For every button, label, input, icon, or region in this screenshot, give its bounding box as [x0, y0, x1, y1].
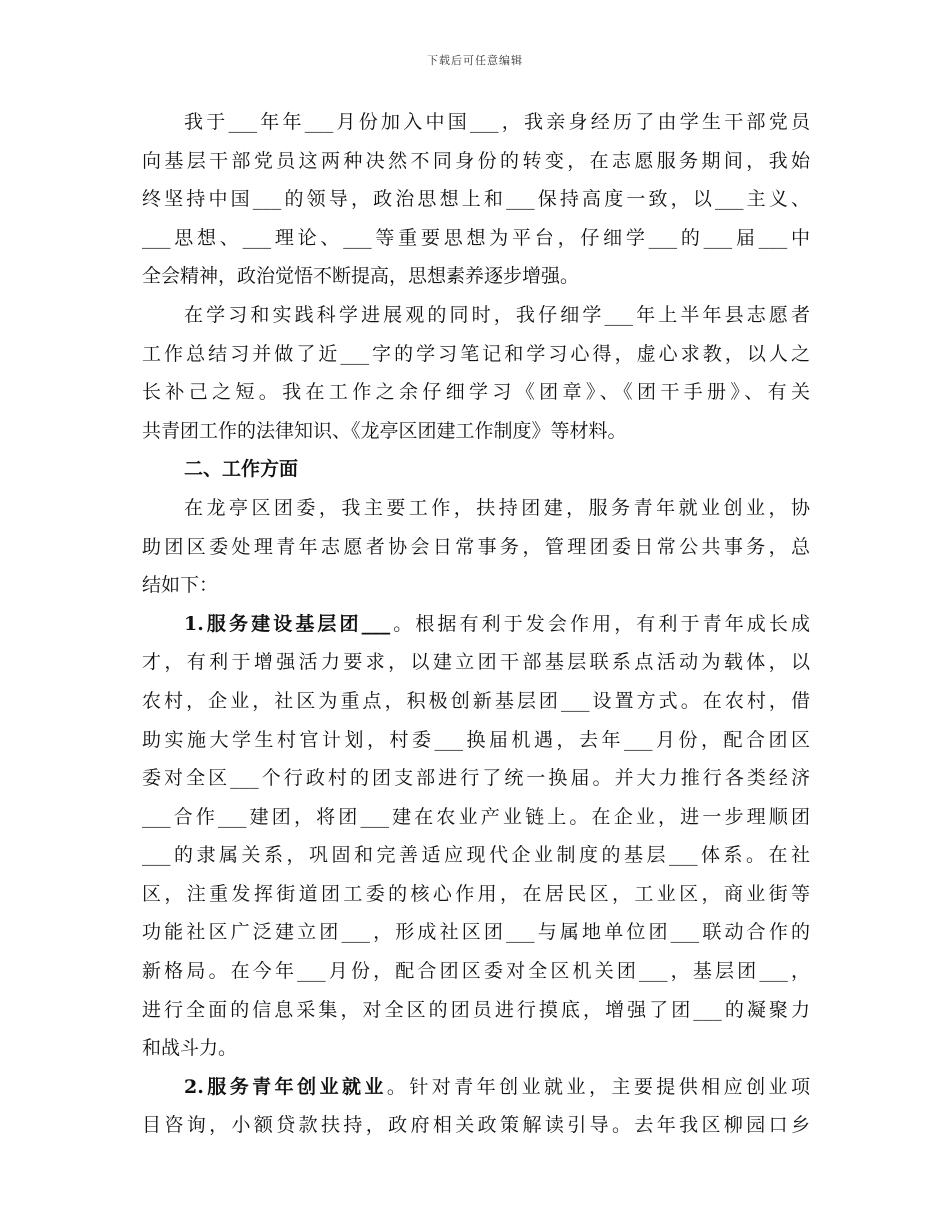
text-line: 和战斗力。 — [142, 1037, 238, 1060]
text-line: 功能社区广泛建立团___，形成社区团___与属地单位团___联动合作的 — [142, 921, 810, 944]
text-line: 才，有利于增强活力要求，以建立团干部基层联系点活动为载体，以 — [142, 651, 810, 674]
text-line: 向基层干部党员这两种决然不同身份的转变，在志愿服务期间，我始 — [142, 149, 810, 172]
text-line: 新格局。在今年___月份，配合团区委对全区机关团___，基层团___， — [142, 960, 810, 983]
paragraph-study — [142, 296, 810, 450]
text-line: 全会精神，政治觉悟不断提高，思想素养逐步增强。 — [142, 265, 580, 288]
paragraph-political-thought — [142, 103, 810, 296]
text-line: 助实施大学生村官计划，村委___换届机遇，去年___月份，配合团区 — [142, 728, 810, 751]
item-youth-employment — [142, 1068, 810, 1145]
text-line: 助团区委处理青年志愿者协会日常事务，管理团委日常公共事务，总 — [142, 535, 810, 558]
text-line: 委对全区___个行政村的团支部进行了统一换届。并大力推行各类经济 — [142, 767, 810, 790]
paragraph-work-summary — [142, 489, 810, 605]
text-line: 终坚持中国___的领导，政治思想上和___保持高度一致，以___主义、 — [142, 188, 810, 211]
item-title: 1.服务建设基层团___ — [184, 612, 391, 635]
item-first-line — [142, 605, 810, 644]
text-line: ___的隶属关系，巩固和完善适应现代企业制度的基层___体系。在社 — [142, 844, 810, 867]
item-first-line — [142, 1068, 810, 1107]
text-line: 在学习和实践科学进展观的同时，我仔细学___年上半年县志愿者 — [184, 303, 810, 326]
item-text: 。针对青年创业就业，主要提供相应创业项 — [386, 1075, 810, 1098]
text-line: ___合作___建团，将团___建在农业产业链上。在企业，进一步理顺团 — [142, 805, 810, 828]
item-grassroots-construction — [142, 605, 810, 1068]
section-heading: 二、工作方面 — [184, 458, 299, 481]
text-line: ___思想、___理论、___等重要思想为平台，仔细学___的___届___中 — [142, 226, 810, 249]
text-line: 在龙亭区团委，我主要工作，扶持团建，服务青年就业创业，协 — [184, 496, 810, 519]
document-body — [142, 103, 810, 1145]
text-line: 目咨询，小额贷款扶持，政府相关政策解读引导。去年我区柳园口乡 — [142, 1114, 810, 1137]
text-line: 区，注重发挥街道团工委的核心作用，在居民区，工业区，商业街等 — [142, 882, 810, 905]
item-text: 。根据有利于发会作用，有利于青年成长成 — [390, 612, 810, 635]
text-line: 结如下： — [142, 574, 219, 597]
text-line: 农村，企业，社区为重点，积极创新基层团___设置方式。在农村，借 — [142, 689, 810, 712]
text-line: 进行全面的信息采集，对全区的团员进行摸底，增强了团___的凝聚力 — [142, 998, 810, 1021]
text-line: 我于___年年___月份加入中国___，我亲身经历了由学生干部党员 — [184, 111, 810, 133]
text-line: 长补己之短。我在工作之余仔细学习《团章》、《团干手册》、有关 — [142, 381, 810, 404]
text-line: 共青团工作的法律知识、《龙亭区团建工作制度》等材料。 — [142, 419, 627, 442]
header-note: 下载后可任意编辑 — [427, 54, 523, 67]
text-line: 工作总结习并做了近___字的学习笔记和学习心得，虚心求教，以人之 — [142, 342, 810, 365]
item-title: 2.服务青年创业就业 — [184, 1075, 387, 1098]
